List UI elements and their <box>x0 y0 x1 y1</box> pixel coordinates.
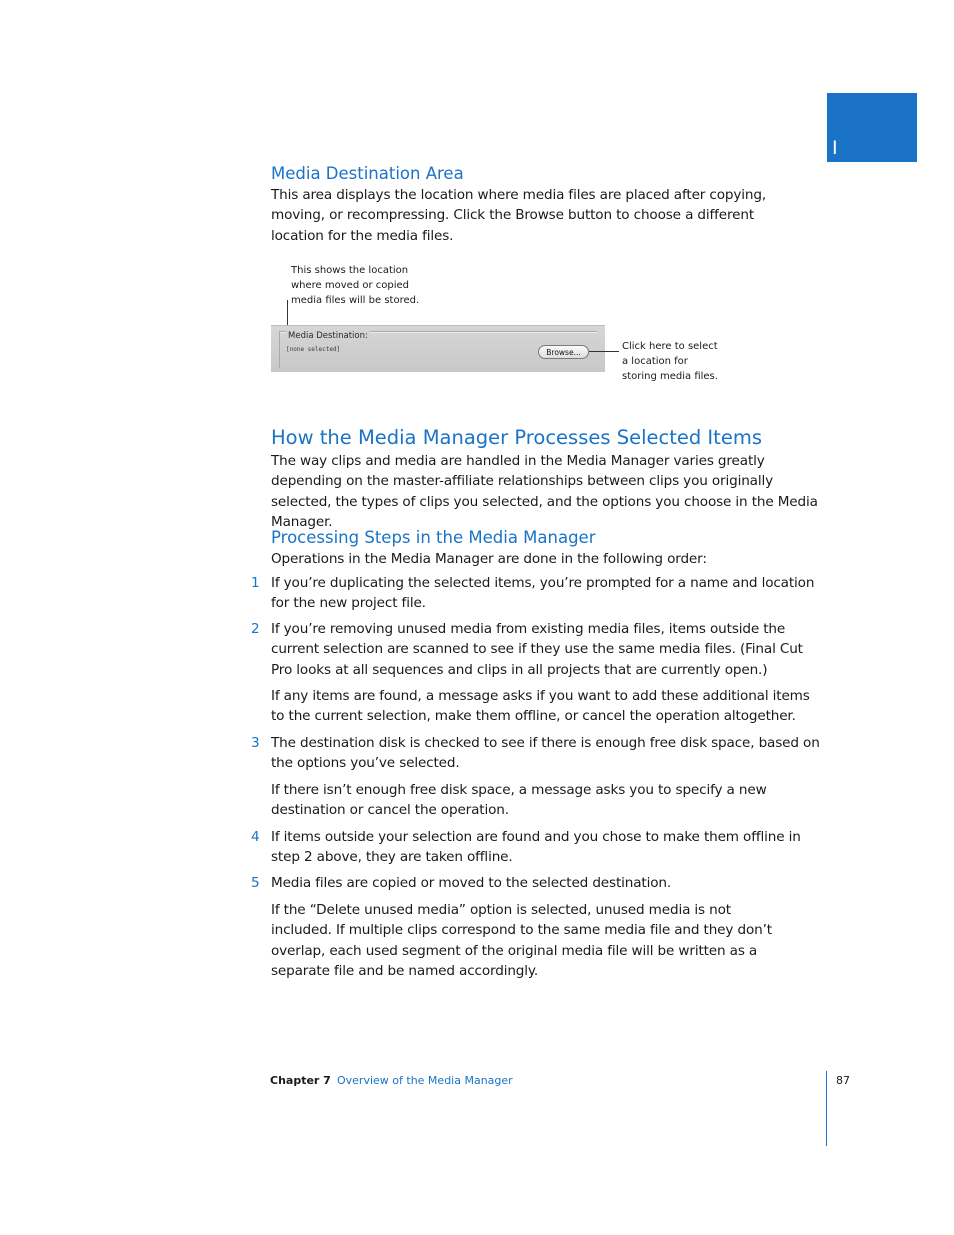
media-destination-body: This area displays the location where media files are placed after copying, moving, or recompressing. Click the Browse button to choose a different location for the media files. <box>271 187 766 244</box>
how-processes-body: The way clips and media are handled in the Media Manager varies greatly depending on the master-affiliate relationships between clips you originally selected, the types of clips you selected, and the options you choose in the Media Manager. <box>271 453 818 531</box>
step-2-note: If any items are found, a message asks if you want to add these additional items to the current selection, make them offline, or cancel the operation altogether. <box>271 688 810 725</box>
step-2-number: 2 <box>251 621 260 637</box>
step-5-text: Media files are copied or moved to the selected destination. <box>271 875 672 891</box>
step-2-text: If you’re removing unused media from existing media files, items outside the current selection are scanned to see if they use the same media files. (Final Cut Pro looks at all sequences and clips in all projects that are currently open.) <box>271 621 803 678</box>
step-3-text: The destination disk is checked to see if there is enough free disk space, based on the options you’ve selected. <box>271 735 820 772</box>
step-3-note: If there isn’t enough free disk space, a message asks you to specify a new destination or cancel the operation. <box>271 782 767 819</box>
callout-location-line-2: where moved or copied <box>291 280 409 291</box>
step-5-note: If the “Delete unused media” option is selected, unused media is not included. If multiple clips correspond to the same media file and they don’t overlap, each used segment of the original media file will be written as a separate file and be named accordingly. <box>271 902 772 980</box>
callout-browse-line-1: Click here to select <box>622 341 718 352</box>
processing-steps-intro: Operations in the Media Manager are done in the following order: <box>271 551 707 567</box>
browse-button[interactable]: Browse... <box>538 345 589 359</box>
footer-rule <box>826 1071 827 1146</box>
step-1-number: 1 <box>251 575 260 591</box>
media-destination-panel <box>271 325 605 372</box>
callout-location-line-3: media files will be stored. <box>291 295 420 306</box>
step-5-number: 5 <box>251 875 260 891</box>
callout-location-line-1: This shows the location <box>291 265 409 276</box>
step-1-text: If you’re duplicating the selected items, you’re prompted for a name and location for the new project file. <box>271 575 815 612</box>
processing-steps-heading: Processing Steps in the Media Manager <box>271 528 596 547</box>
footer-chapter: Chapter 7 <box>270 1074 331 1087</box>
callout-browse-pointer <box>589 351 619 352</box>
panel-title: Media Destination: <box>288 331 368 341</box>
media-destination-heading: Media Destination Area <box>271 164 464 183</box>
callout-browse-line-3: storing media files. <box>622 371 718 382</box>
callout-browse <box>622 339 718 384</box>
step-3-number: 3 <box>251 735 260 751</box>
chapter-tab-label: I <box>832 137 838 159</box>
step-4-number: 4 <box>251 829 260 845</box>
panel-left-rule <box>279 332 280 368</box>
chapter-tab <box>827 93 917 162</box>
callout-browse-line-2: a location for <box>622 356 688 367</box>
footer-chapter-title: Overview of the Media Manager <box>337 1074 513 1087</box>
how-processes-heading: How the Media Manager Processes Selected Items <box>271 426 762 449</box>
step-4-text: If items outside your selection are found and you chose to make them offline in step 2 above, they are taken offline. <box>271 829 801 866</box>
destination-path-value: [none selected] <box>286 346 341 353</box>
page-number: 87 <box>836 1074 850 1087</box>
callout-location <box>291 263 419 308</box>
